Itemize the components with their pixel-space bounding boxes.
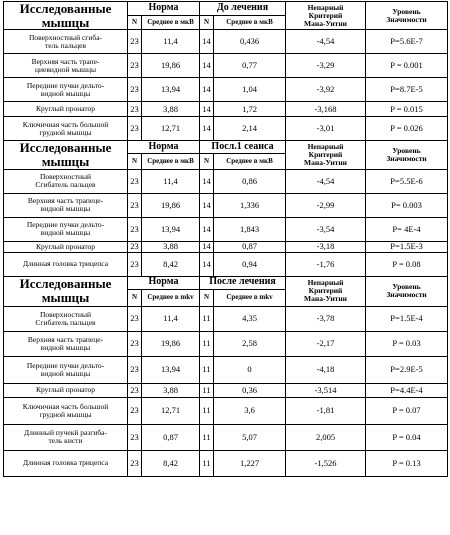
column-header-n-norm: N [128,15,142,30]
muscle-name-line1: Длинная головка трицепса [22,259,109,269]
n-treatment-cell: 14 [200,102,214,117]
muscle-name-line1: Круглый пронатор [35,104,96,114]
muscle-name-line1: Верхняя часть трапеце- [27,334,104,344]
muscle-name [4,252,128,276]
muscle-name [4,169,128,193]
column-header-muscles [4,141,128,169]
mean-treatment-cell: 0,77 [214,54,286,78]
table-row [4,397,448,424]
criterion-cell: -4,54 [286,30,366,54]
muscle-name-line1: Передние пучки дельто- [26,80,105,90]
criterion-cell: -4,18 [286,356,366,383]
mean-norm-cell: 3,88 [142,383,200,397]
n-norm-cell: 23 [128,356,142,383]
n-treatment-cell: 11 [200,356,214,383]
mean-treatment-cell: 2,14 [214,117,286,141]
column-header-treatment: Посл.1 сеанса [200,141,286,154]
column-header-norm: Норма [128,276,200,289]
p-value-cell: P = 0.001 [366,54,448,78]
mean-norm-cell: 11,4 [142,30,200,54]
n-treatment-cell: 14 [200,78,214,102]
muscle-name-line2: видной мышцы [40,204,91,214]
p-value-cell: P=2.9E-5 [366,356,448,383]
n-treatment-cell: 11 [200,397,214,424]
p-value-cell: P = 0.03 [366,331,448,356]
header-row [4,2,448,16]
column-header-n-treatment: N [200,15,214,30]
muscle-name [4,193,128,217]
muscle-name [4,356,128,383]
mean-treatment-cell: 0,94 [214,252,286,276]
criterion-cell: -3,78 [286,306,366,331]
n-treatment-cell: 14 [200,30,214,54]
criterion-cell: -2,99 [286,193,366,217]
mean-norm-cell: 19,86 [142,193,200,217]
n-norm-cell: 23 [128,383,142,397]
column-header-treatment: После лечения [200,276,286,289]
n-treatment-cell: 11 [200,424,214,450]
mean-treatment-cell: 1,336 [214,193,286,217]
n-norm-cell: 23 [128,397,142,424]
muscle-name [4,217,128,241]
criterion-cell: -2,17 [286,331,366,356]
muscle-name [4,424,128,450]
n-treatment-cell: 11 [200,331,214,356]
column-header-muscles [4,2,128,30]
muscle-name-line2: грудной мышцы [39,409,92,419]
mean-norm-cell: 3,88 [142,102,200,117]
n-treatment-cell: 14 [200,193,214,217]
mean-treatment-cell: 1,843 [214,217,286,241]
muscle-name-line1: Передние пучки дельто- [26,360,105,370]
column-header-significance [366,276,448,306]
mean-norm-cell: 12,71 [142,397,200,424]
table-row [4,241,448,252]
n-treatment-cell: 14 [200,54,214,78]
mean-norm-cell: 3,88 [142,241,200,252]
table-row [4,78,448,102]
p-value-cell: P= 4E-4 [366,217,448,241]
criterion-line2: Критерий [308,286,343,296]
muscle-name-line2: видной мышцы [40,342,91,352]
criterion-cell: -3,01 [286,117,366,141]
mean-treatment-cell: 0,86 [214,169,286,193]
n-norm-cell: 23 [128,424,142,450]
column-header-significance [366,141,448,169]
criterion-cell: -1,81 [286,397,366,424]
mean-treatment-cell: 4,35 [214,306,286,331]
criterion-line1: Непарный [307,2,344,12]
muscles-title-line2: мышцы [41,153,90,169]
muscle-name [4,397,128,424]
n-norm-cell: 23 [128,252,142,276]
column-header-n-treatment: N [200,289,214,306]
muscle-name [4,54,128,78]
column-header-mean-treatment: Среднее в mkv [214,289,286,306]
criterion-cell: -3,29 [286,54,366,78]
mean-norm-cell: 13,94 [142,217,200,241]
muscle-name-line1: Длинный пучекй разгиба- [24,428,107,438]
p-value-cell: P= 0.003 [366,193,448,217]
muscle-name-line1: Поверхностный [39,309,92,319]
muscle-name-line1: Поверхностный [39,172,92,182]
n-norm-cell: 23 [128,169,142,193]
muscles-title-line2: мышцы [41,290,90,306]
muscle-name-line1: Длинная головка трицепса [22,458,109,468]
n-norm-cell: 23 [128,450,142,476]
p-value-cell: P=8.7E-5 [366,78,448,102]
column-header-mean-treatment: Среднее в мкВ [214,15,286,30]
muscle-name-line2: тель пальцев [44,40,87,50]
table-row [4,102,448,117]
muscle-name-line2: видной мышцы [40,368,91,378]
n-norm-cell: 23 [128,241,142,252]
table-row [4,217,448,241]
p-value-cell: P=4.4E-4 [366,383,448,397]
muscle-name-line2: Сгибатель пальцев [35,317,96,327]
column-header-treatment: До лечения [200,2,286,16]
table-row [4,117,448,141]
n-norm-cell: 23 [128,30,142,54]
criterion-cell: -3,54 [286,217,366,241]
mean-norm-cell: 8,42 [142,252,200,276]
column-header-norm: Норма [128,141,200,154]
criterion-cell: -1,526 [286,450,366,476]
muscle-name-line1: Круглый пронатор [35,385,96,395]
column-header-mean-norm: Среднее в мкВ [142,15,200,30]
column-header-mean-norm: Среднее в мкВ [142,154,200,169]
header-row [4,141,448,154]
n-treatment-cell: 14 [200,217,214,241]
mean-norm-cell: 11,4 [142,306,200,331]
p-value-cell: P = 0.026 [366,117,448,141]
criterion-line3: Мана-Уитни [304,294,347,303]
n-norm-cell: 23 [128,117,142,141]
significance-line1: Уровень [392,282,421,292]
muscles-title-line1: Исследованные [19,276,112,292]
muscle-name [4,241,128,252]
n-treatment-cell: 14 [200,241,214,252]
table-row [4,450,448,476]
column-header-norm: Норма [128,2,200,16]
p-value-cell: P=1.5E-4 [366,306,448,331]
criterion-line3: Мана-Уитни [304,157,347,167]
significance-line1: Уровень [392,146,421,156]
n-treatment-cell: 11 [200,450,214,476]
statistics-table [3,1,448,477]
table-row [4,331,448,356]
mean-norm-cell: 0,87 [142,424,200,450]
mean-norm-cell: 12,71 [142,117,200,141]
column-header-n-treatment: N [200,154,214,169]
n-treatment-cell: 11 [200,306,214,331]
column-header-criterion [286,276,366,306]
criterion-line2: Критерий [308,10,343,20]
n-treatment-cell: 14 [200,117,214,141]
criterion-line2: Критерий [308,149,343,159]
mean-treatment-cell: 0,87 [214,241,286,252]
criterion-cell: 2,005 [286,424,366,450]
n-norm-cell: 23 [128,78,142,102]
muscle-name-line2: циевидной мышцы [35,64,96,74]
muscle-name [4,102,128,117]
p-value-cell: P=5.5E-6 [366,169,448,193]
column-header-n-norm: N [128,289,142,306]
p-value-cell: P = 0.08 [366,252,448,276]
column-header-mean-treatment: Среднее в мкВ [214,154,286,169]
significance-line2: Значимости [386,290,427,300]
muscle-name [4,117,128,141]
n-treatment-cell: 11 [200,383,214,397]
significance-line1: Уровень [392,6,421,16]
column-header-criterion [286,141,366,169]
significance-line2: Значимости [386,153,427,163]
muscle-name [4,306,128,331]
criterion-cell: -3,92 [286,78,366,102]
table-row [4,30,448,54]
table-row [4,356,448,383]
criterion-cell: -3,514 [286,383,366,397]
mean-treatment-cell: 5,07 [214,424,286,450]
criterion-cell: -3,18 [286,241,366,252]
criterion-line1: Непарный [307,142,344,152]
muscle-name-line2: тель кисти [48,436,83,446]
p-value-cell: P = 0.13 [366,450,448,476]
mean-treatment-cell: 2,58 [214,331,286,356]
muscle-name-line2: видной мышцы [40,88,91,98]
column-header-criterion [286,2,366,30]
criterion-cell: -4,54 [286,169,366,193]
muscle-name-line1: Ключичная часть большой [22,401,109,411]
n-norm-cell: 23 [128,102,142,117]
mean-norm-cell: 19,86 [142,331,200,356]
statistics-table-body [4,2,448,477]
column-header-mean-norm: Среднее в mkv [142,289,200,306]
n-treatment-cell: 14 [200,252,214,276]
p-value-cell: P = 0.04 [366,424,448,450]
muscle-name [4,383,128,397]
mean-treatment-cell: 1,04 [214,78,286,102]
muscle-name [4,78,128,102]
mean-treatment-cell: 1,72 [214,102,286,117]
column-header-muscles [4,276,128,306]
mean-norm-cell: 13,94 [142,356,200,383]
muscle-name-line1: Верхняя часть трапеце- [27,196,104,206]
muscle-name-line1: Передние пучки дельто- [26,220,105,230]
muscles-title-line1: Исследованные [19,140,112,156]
n-norm-cell: 23 [128,193,142,217]
table-row [4,169,448,193]
p-value-cell: P=1.5E-3 [366,241,448,252]
muscle-name [4,331,128,356]
table-row [4,424,448,450]
muscle-name-line2: грудной мышцы [39,127,92,137]
significance-line2: Значимости [386,14,427,24]
n-treatment-cell: 14 [200,169,214,193]
table-row [4,54,448,78]
muscle-name-line2: видной мышцы [40,228,91,238]
table-row [4,252,448,276]
column-header-significance [366,2,448,30]
mean-norm-cell: 19,86 [142,54,200,78]
muscle-name-line2: Сгибатель пальцев [35,180,96,190]
mean-norm-cell: 13,94 [142,78,200,102]
table-row [4,306,448,331]
mean-norm-cell: 8,42 [142,450,200,476]
header-row [4,276,448,289]
muscle-name-line1: Верхняя часть трапе- [31,56,100,66]
muscles-title-line2: мышцы [41,14,90,30]
mean-treatment-cell: 3,6 [214,397,286,424]
mean-treatment-cell: 0,436 [214,30,286,54]
muscle-name-line1: Круглый пронатор [35,241,96,251]
criterion-line3: Мана-Уитни [304,18,347,28]
column-header-n-norm: N [128,154,142,169]
muscle-name-line1: Поверхностный сгиба- [28,32,103,42]
table-row [4,383,448,397]
mean-treatment-cell: 1,227 [214,450,286,476]
muscle-name [4,450,128,476]
n-norm-cell: 23 [128,306,142,331]
p-value-cell: P = 0.015 [366,102,448,117]
n-norm-cell: 23 [128,331,142,356]
p-value-cell: P=5.6E-7 [366,30,448,54]
table-row [4,193,448,217]
muscle-name [4,30,128,54]
n-norm-cell: 23 [128,54,142,78]
n-norm-cell: 23 [128,217,142,241]
p-value-cell: P = 0.07 [366,397,448,424]
mean-norm-cell: 11,4 [142,169,200,193]
muscle-name-line1: Ключичная часть большой [22,119,109,129]
muscles-title-line1: Исследованные [19,1,112,16]
mean-treatment-cell: 0,36 [214,383,286,397]
criterion-line1: Непарный [307,278,344,288]
criterion-cell: -3,168 [286,102,366,117]
mean-treatment-cell: 0 [214,356,286,383]
criterion-cell: -1,76 [286,252,366,276]
